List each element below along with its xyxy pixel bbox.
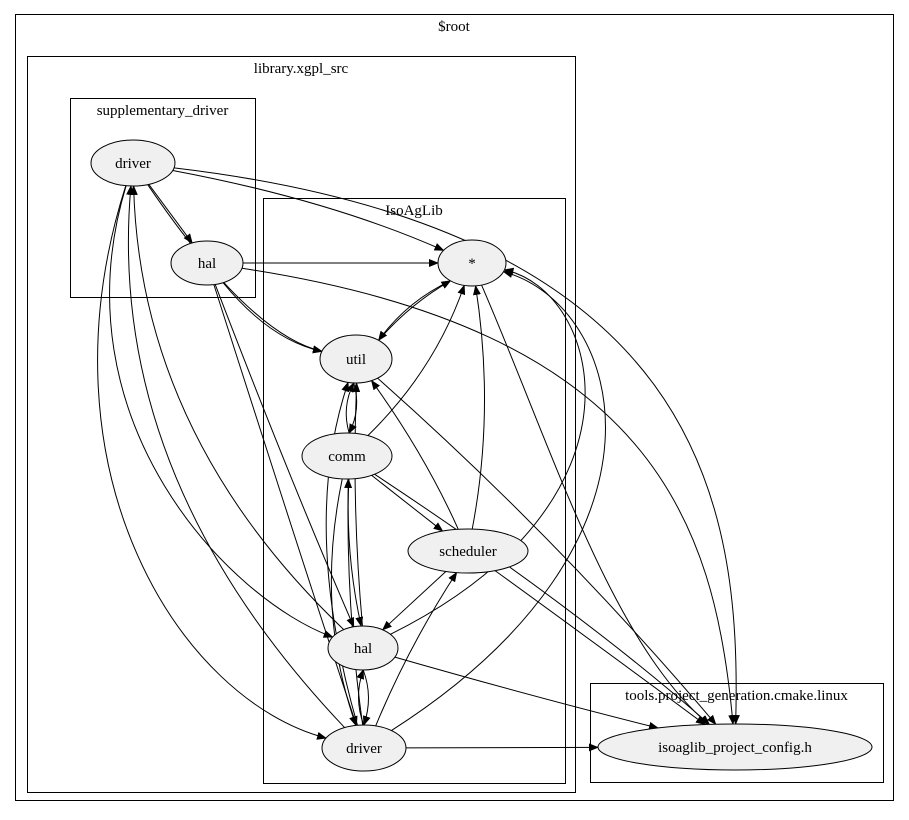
edge-driver-star <box>391 272 605 731</box>
node-label-supp_driver: driver <box>115 156 151 172</box>
cluster-label-library: library.xgpl_src <box>253 61 349 77</box>
edge-scheduler-hal <box>383 571 446 629</box>
edge-supp_driver-supp_hal <box>149 184 192 243</box>
edge-scheduler-star <box>472 286 484 529</box>
cluster-label-supplementary_driver: supplementary_driver <box>96 103 229 119</box>
cluster-label-isoaglib: IsoAgLib <box>385 203 443 219</box>
node-label-hal: hal <box>353 641 373 657</box>
cluster-root <box>16 15 894 801</box>
cluster-isoaglib <box>264 199 566 784</box>
node-label-driver: driver <box>346 741 382 757</box>
cluster-layer <box>16 15 894 801</box>
edge-star-util <box>379 281 451 341</box>
node-label-config: isoaglib_project_config.h <box>658 740 812 756</box>
cluster-label-root: $root <box>438 19 470 35</box>
edge-util-star <box>379 281 451 341</box>
node-hal <box>328 626 398 670</box>
edge-hal-driver <box>363 670 368 725</box>
node-label-star: * <box>468 256 476 272</box>
node-label-scheduler: scheduler <box>439 544 497 560</box>
node-label-comm: comm <box>328 449 366 465</box>
cluster-label-tools: tools.project_generation.cmake.linux <box>625 688 848 704</box>
node-config <box>598 724 872 770</box>
edge-hal-star <box>390 270 585 634</box>
edge-comm-scheduler <box>372 475 443 531</box>
node-layer <box>91 140 872 771</box>
node-label-supp_hal: hal <box>197 256 217 272</box>
node-label-util: util <box>345 352 367 368</box>
node-driver <box>322 725 406 771</box>
edge-supp_hal-config <box>242 268 733 724</box>
node-supp_driver <box>91 140 175 186</box>
edge-hal-config <box>395 657 658 728</box>
edge-comm-config <box>375 474 710 724</box>
edge-supp_hal-util <box>223 283 322 352</box>
node-scheduler <box>408 529 528 573</box>
node-comm <box>302 433 392 479</box>
node-star <box>438 240 506 286</box>
node-util <box>320 335 392 383</box>
edge-driver-config <box>406 747 598 748</box>
node-supp_hal <box>171 241 243 285</box>
edge-hal-util <box>355 383 362 626</box>
